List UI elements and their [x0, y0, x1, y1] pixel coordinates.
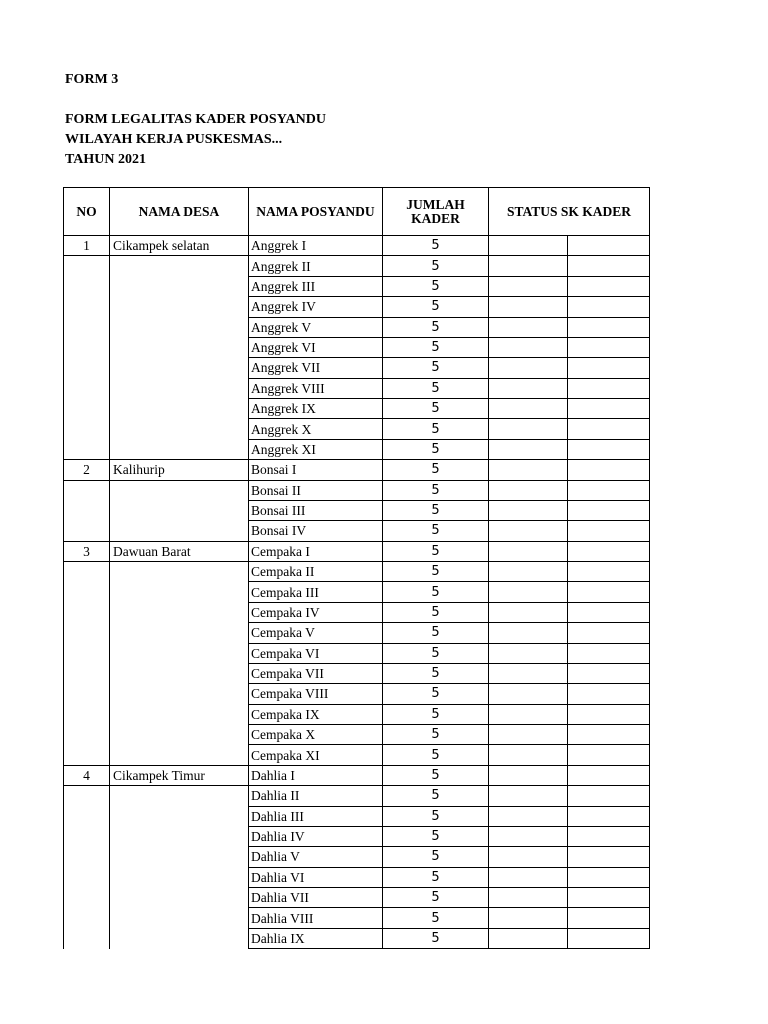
cell-status-sk-2 — [568, 765, 650, 785]
cell-jumlah-kader: 5 — [383, 399, 489, 419]
cell-nama-posyandu: Dahlia VI — [249, 867, 383, 887]
table-row — [64, 541, 650, 561]
cell-no: 3 — [64, 541, 110, 561]
cell-status-sk-2 — [568, 847, 650, 867]
cell-no — [64, 337, 110, 357]
cell-status-sk-2 — [568, 317, 650, 337]
cell-jumlah-kader: 5 — [383, 460, 489, 480]
cell-nama-posyandu: Anggrek II — [249, 256, 383, 276]
cell-jumlah-kader: 5 — [383, 317, 489, 337]
cell-nama-posyandu: Cempaka X — [249, 725, 383, 745]
cell-status-sk-1 — [489, 623, 568, 643]
table-row — [64, 256, 650, 276]
form-label: FORM 3 — [65, 72, 119, 87]
cell-nama-desa — [110, 643, 249, 663]
cell-no — [64, 867, 110, 887]
cell-status-sk-2 — [568, 378, 650, 398]
cell-no — [64, 562, 110, 582]
cell-nama-posyandu: Dahlia IX — [249, 928, 383, 948]
table-row — [64, 643, 650, 663]
table-row — [64, 582, 650, 602]
cell-jumlah-kader: 5 — [383, 378, 489, 398]
table-body — [64, 236, 650, 949]
cell-status-sk-2 — [568, 419, 650, 439]
cell-nama-posyandu: Dahlia IV — [249, 826, 383, 846]
cell-nama-desa — [110, 358, 249, 378]
cell-jumlah-kader: 5 — [383, 358, 489, 378]
cell-status-sk-2 — [568, 704, 650, 724]
header-jumlah-kader: JUMLAH KADER — [383, 188, 489, 236]
cell-jumlah-kader: 5 — [383, 256, 489, 276]
cell-status-sk-1 — [489, 602, 568, 622]
cell-no — [64, 826, 110, 846]
table-row — [64, 623, 650, 643]
cell-nama-posyandu: Cempaka VI — [249, 643, 383, 663]
cell-status-sk-1 — [489, 460, 568, 480]
table-row — [64, 236, 650, 256]
cell-status-sk-2 — [568, 541, 650, 561]
cell-nama-posyandu: Anggrek X — [249, 419, 383, 439]
cell-status-sk-2 — [568, 684, 650, 704]
cell-status-sk-1 — [489, 847, 568, 867]
cell-jumlah-kader: 5 — [383, 602, 489, 622]
cell-jumlah-kader: 5 — [383, 439, 489, 459]
table-row — [64, 500, 650, 520]
cell-status-sk-2 — [568, 725, 650, 745]
cell-no — [64, 745, 110, 765]
table-row — [64, 480, 650, 500]
cell-status-sk-1 — [489, 663, 568, 683]
cell-status-sk-1 — [489, 888, 568, 908]
cell-status-sk-2 — [568, 806, 650, 826]
kader-table — [63, 187, 650, 949]
cell-nama-posyandu: Cempaka IX — [249, 704, 383, 724]
cell-jumlah-kader: 5 — [383, 847, 489, 867]
cell-nama-desa — [110, 908, 249, 928]
cell-nama-desa — [110, 378, 249, 398]
cell-no — [64, 725, 110, 745]
cell-jumlah-kader: 5 — [383, 276, 489, 296]
cell-nama-desa — [110, 826, 249, 846]
cell-status-sk-2 — [568, 786, 650, 806]
cell-status-sk-2 — [568, 826, 650, 846]
cell-no — [64, 439, 110, 459]
cell-jumlah-kader: 5 — [383, 928, 489, 948]
cell-no — [64, 704, 110, 724]
cell-jumlah-kader: 5 — [383, 765, 489, 785]
cell-status-sk-1 — [489, 378, 568, 398]
cell-status-sk-1 — [489, 297, 568, 317]
cell-status-sk-1 — [489, 643, 568, 663]
cell-nama-desa — [110, 704, 249, 724]
cell-no — [64, 419, 110, 439]
cell-nama-desa: Kalihurip — [110, 460, 249, 480]
cell-nama-desa — [110, 276, 249, 296]
cell-nama-posyandu: Anggrek IX — [249, 399, 383, 419]
cell-nama-desa: Cikampek Timur — [110, 765, 249, 785]
cell-no: 4 — [64, 765, 110, 785]
table-row — [64, 888, 650, 908]
cell-status-sk-2 — [568, 521, 650, 541]
cell-nama-posyandu: Bonsai I — [249, 460, 383, 480]
table-row — [64, 745, 650, 765]
cell-no — [64, 806, 110, 826]
cell-no — [64, 521, 110, 541]
cell-nama-desa — [110, 928, 249, 948]
cell-nama-posyandu: Cempaka VII — [249, 663, 383, 683]
cell-no — [64, 358, 110, 378]
cell-nama-posyandu: Dahlia II — [249, 786, 383, 806]
cell-status-sk-1 — [489, 582, 568, 602]
cell-no — [64, 643, 110, 663]
cell-status-sk-2 — [568, 643, 650, 663]
cell-status-sk-1 — [489, 337, 568, 357]
cell-jumlah-kader: 5 — [383, 582, 489, 602]
cell-no — [64, 399, 110, 419]
cell-status-sk-2 — [568, 276, 650, 296]
cell-jumlah-kader: 5 — [383, 500, 489, 520]
cell-nama-posyandu: Dahlia VII — [249, 888, 383, 908]
cell-nama-desa — [110, 867, 249, 887]
cell-status-sk-1 — [489, 521, 568, 541]
table-row — [64, 317, 650, 337]
table-row — [64, 378, 650, 398]
cell-status-sk-2 — [568, 256, 650, 276]
cell-jumlah-kader: 5 — [383, 725, 489, 745]
cell-nama-desa — [110, 725, 249, 745]
header-nama-posyandu: NAMA POSYANDU — [249, 188, 383, 236]
cell-no — [64, 602, 110, 622]
cell-nama-desa — [110, 500, 249, 520]
cell-status-sk-2 — [568, 439, 650, 459]
cell-nama-posyandu: Dahlia VIII — [249, 908, 383, 928]
table-row — [64, 297, 650, 317]
cell-nama-desa — [110, 602, 249, 622]
cell-status-sk-2 — [568, 562, 650, 582]
cell-nama-desa — [110, 256, 249, 276]
cell-nama-desa — [110, 888, 249, 908]
table-row — [64, 276, 650, 296]
header-nama-desa: NAMA DESA — [110, 188, 249, 236]
table-row — [64, 602, 650, 622]
cell-status-sk-2 — [568, 337, 650, 357]
cell-status-sk-1 — [489, 725, 568, 745]
document-year: TAHUN 2021 — [65, 152, 147, 167]
cell-status-sk-2 — [568, 297, 650, 317]
cell-nama-desa — [110, 399, 249, 419]
table-row — [64, 337, 650, 357]
table-row — [64, 826, 650, 846]
table-row — [64, 439, 650, 459]
cell-jumlah-kader: 5 — [383, 704, 489, 724]
table-row — [64, 908, 650, 928]
cell-status-sk-2 — [568, 480, 650, 500]
table-row — [64, 399, 650, 419]
cell-status-sk-2 — [568, 928, 650, 948]
table-header-row — [64, 188, 650, 236]
cell-status-sk-1 — [489, 745, 568, 765]
cell-jumlah-kader: 5 — [383, 663, 489, 683]
table-row — [64, 358, 650, 378]
cell-jumlah-kader: 5 — [383, 826, 489, 846]
cell-jumlah-kader: 5 — [383, 806, 489, 826]
table-row — [64, 684, 650, 704]
cell-no — [64, 786, 110, 806]
table-row — [64, 847, 650, 867]
cell-nama-desa — [110, 847, 249, 867]
cell-jumlah-kader: 5 — [383, 480, 489, 500]
cell-status-sk-2 — [568, 460, 650, 480]
cell-nama-desa — [110, 582, 249, 602]
cell-nama-posyandu: Dahlia I — [249, 765, 383, 785]
cell-nama-desa — [110, 419, 249, 439]
cell-jumlah-kader: 5 — [383, 623, 489, 643]
document-region: WILAYAH KERJA PUSKESMAS... — [65, 132, 283, 147]
cell-nama-posyandu: Cempaka I — [249, 541, 383, 561]
cell-nama-posyandu: Anggrek VI — [249, 337, 383, 357]
cell-status-sk-1 — [489, 480, 568, 500]
cell-nama-posyandu: Cempaka V — [249, 623, 383, 643]
cell-status-sk-1 — [489, 317, 568, 337]
cell-jumlah-kader: 5 — [383, 562, 489, 582]
cell-nama-desa — [110, 663, 249, 683]
cell-status-sk-1 — [489, 276, 568, 296]
cell-jumlah-kader: 5 — [383, 908, 489, 928]
cell-jumlah-kader: 5 — [383, 888, 489, 908]
cell-nama-desa — [110, 806, 249, 826]
table-row — [64, 786, 650, 806]
cell-jumlah-kader: 5 — [383, 337, 489, 357]
cell-nama-posyandu: Anggrek VIII — [249, 378, 383, 398]
cell-status-sk-2 — [568, 745, 650, 765]
cell-jumlah-kader: 5 — [383, 541, 489, 561]
cell-nama-desa — [110, 337, 249, 357]
cell-no — [64, 928, 110, 948]
table-row — [64, 765, 650, 785]
cell-status-sk-1 — [489, 399, 568, 419]
cell-nama-posyandu: Anggrek I — [249, 236, 383, 256]
cell-status-sk-1 — [489, 684, 568, 704]
cell-nama-posyandu: Dahlia III — [249, 806, 383, 826]
cell-nama-posyandu: Cempaka IV — [249, 602, 383, 622]
cell-jumlah-kader: 5 — [383, 297, 489, 317]
cell-nama-posyandu: Cempaka II — [249, 562, 383, 582]
cell-nama-desa — [110, 480, 249, 500]
cell-jumlah-kader: 5 — [383, 867, 489, 887]
cell-status-sk-2 — [568, 908, 650, 928]
table-row — [64, 663, 650, 683]
cell-status-sk-2 — [568, 602, 650, 622]
cell-status-sk-1 — [489, 928, 568, 948]
table-row — [64, 521, 650, 541]
table-row — [64, 460, 650, 480]
cell-status-sk-2 — [568, 500, 650, 520]
cell-status-sk-2 — [568, 888, 650, 908]
cell-nama-posyandu: Bonsai IV — [249, 521, 383, 541]
cell-status-sk-2 — [568, 582, 650, 602]
cell-no — [64, 378, 110, 398]
cell-nama-posyandu: Anggrek V — [249, 317, 383, 337]
cell-no — [64, 888, 110, 908]
cell-nama-posyandu: Cempaka XI — [249, 745, 383, 765]
header-status-sk-kader: STATUS SK KADER — [489, 188, 650, 236]
cell-status-sk-1 — [489, 786, 568, 806]
cell-nama-desa — [110, 745, 249, 765]
cell-jumlah-kader: 5 — [383, 684, 489, 704]
cell-no — [64, 480, 110, 500]
cell-nama-posyandu: Anggrek IV — [249, 297, 383, 317]
cell-nama-posyandu: Anggrek III — [249, 276, 383, 296]
cell-status-sk-2 — [568, 867, 650, 887]
cell-status-sk-2 — [568, 623, 650, 643]
cell-status-sk-1 — [489, 439, 568, 459]
table-row — [64, 419, 650, 439]
cell-no — [64, 623, 110, 643]
cell-status-sk-2 — [568, 358, 650, 378]
cell-nama-desa — [110, 786, 249, 806]
table-row — [64, 928, 650, 948]
cell-nama-posyandu: Bonsai III — [249, 500, 383, 520]
cell-nama-posyandu: Dahlia V — [249, 847, 383, 867]
cell-jumlah-kader: 5 — [383, 786, 489, 806]
cell-status-sk-1 — [489, 256, 568, 276]
cell-status-sk-1 — [489, 541, 568, 561]
cell-jumlah-kader: 5 — [383, 236, 489, 256]
cell-no: 1 — [64, 236, 110, 256]
cell-status-sk-2 — [568, 236, 650, 256]
cell-no — [64, 663, 110, 683]
cell-status-sk-1 — [489, 765, 568, 785]
cell-no — [64, 847, 110, 867]
table-row — [64, 562, 650, 582]
cell-status-sk-1 — [489, 908, 568, 928]
cell-status-sk-1 — [489, 826, 568, 846]
cell-no — [64, 908, 110, 928]
cell-status-sk-2 — [568, 399, 650, 419]
cell-nama-desa: Dawuan Barat — [110, 541, 249, 561]
cell-no — [64, 582, 110, 602]
cell-jumlah-kader: 5 — [383, 643, 489, 663]
cell-status-sk-1 — [489, 562, 568, 582]
cell-nama-posyandu: Anggrek VII — [249, 358, 383, 378]
cell-status-sk-1 — [489, 704, 568, 724]
cell-nama-posyandu: Cempaka VIII — [249, 684, 383, 704]
table-row — [64, 867, 650, 887]
cell-nama-posyandu: Anggrek XI — [249, 439, 383, 459]
cell-status-sk-2 — [568, 663, 650, 683]
cell-status-sk-1 — [489, 358, 568, 378]
cell-nama-desa — [110, 562, 249, 582]
cell-status-sk-1 — [489, 419, 568, 439]
cell-no — [64, 500, 110, 520]
table-row — [64, 725, 650, 745]
header-no: NO — [64, 188, 110, 236]
cell-status-sk-1 — [489, 236, 568, 256]
cell-nama-desa: Cikampek selatan — [110, 236, 249, 256]
table-row — [64, 806, 650, 826]
cell-jumlah-kader: 5 — [383, 521, 489, 541]
cell-nama-desa — [110, 439, 249, 459]
cell-status-sk-1 — [489, 806, 568, 826]
cell-nama-desa — [110, 297, 249, 317]
table-row — [64, 704, 650, 724]
cell-jumlah-kader: 5 — [383, 419, 489, 439]
cell-nama-desa — [110, 623, 249, 643]
cell-jumlah-kader: 5 — [383, 745, 489, 765]
cell-nama-desa — [110, 521, 249, 541]
cell-no — [64, 317, 110, 337]
cell-no — [64, 276, 110, 296]
cell-no — [64, 297, 110, 317]
cell-nama-posyandu: Bonsai II — [249, 480, 383, 500]
cell-status-sk-1 — [489, 500, 568, 520]
cell-nama-posyandu: Cempaka III — [249, 582, 383, 602]
cell-no: 2 — [64, 460, 110, 480]
cell-nama-desa — [110, 317, 249, 337]
cell-no — [64, 684, 110, 704]
cell-no — [64, 256, 110, 276]
cell-nama-desa — [110, 684, 249, 704]
document-title: FORM LEGALITAS KADER POSYANDU — [65, 112, 326, 127]
cell-status-sk-1 — [489, 867, 568, 887]
